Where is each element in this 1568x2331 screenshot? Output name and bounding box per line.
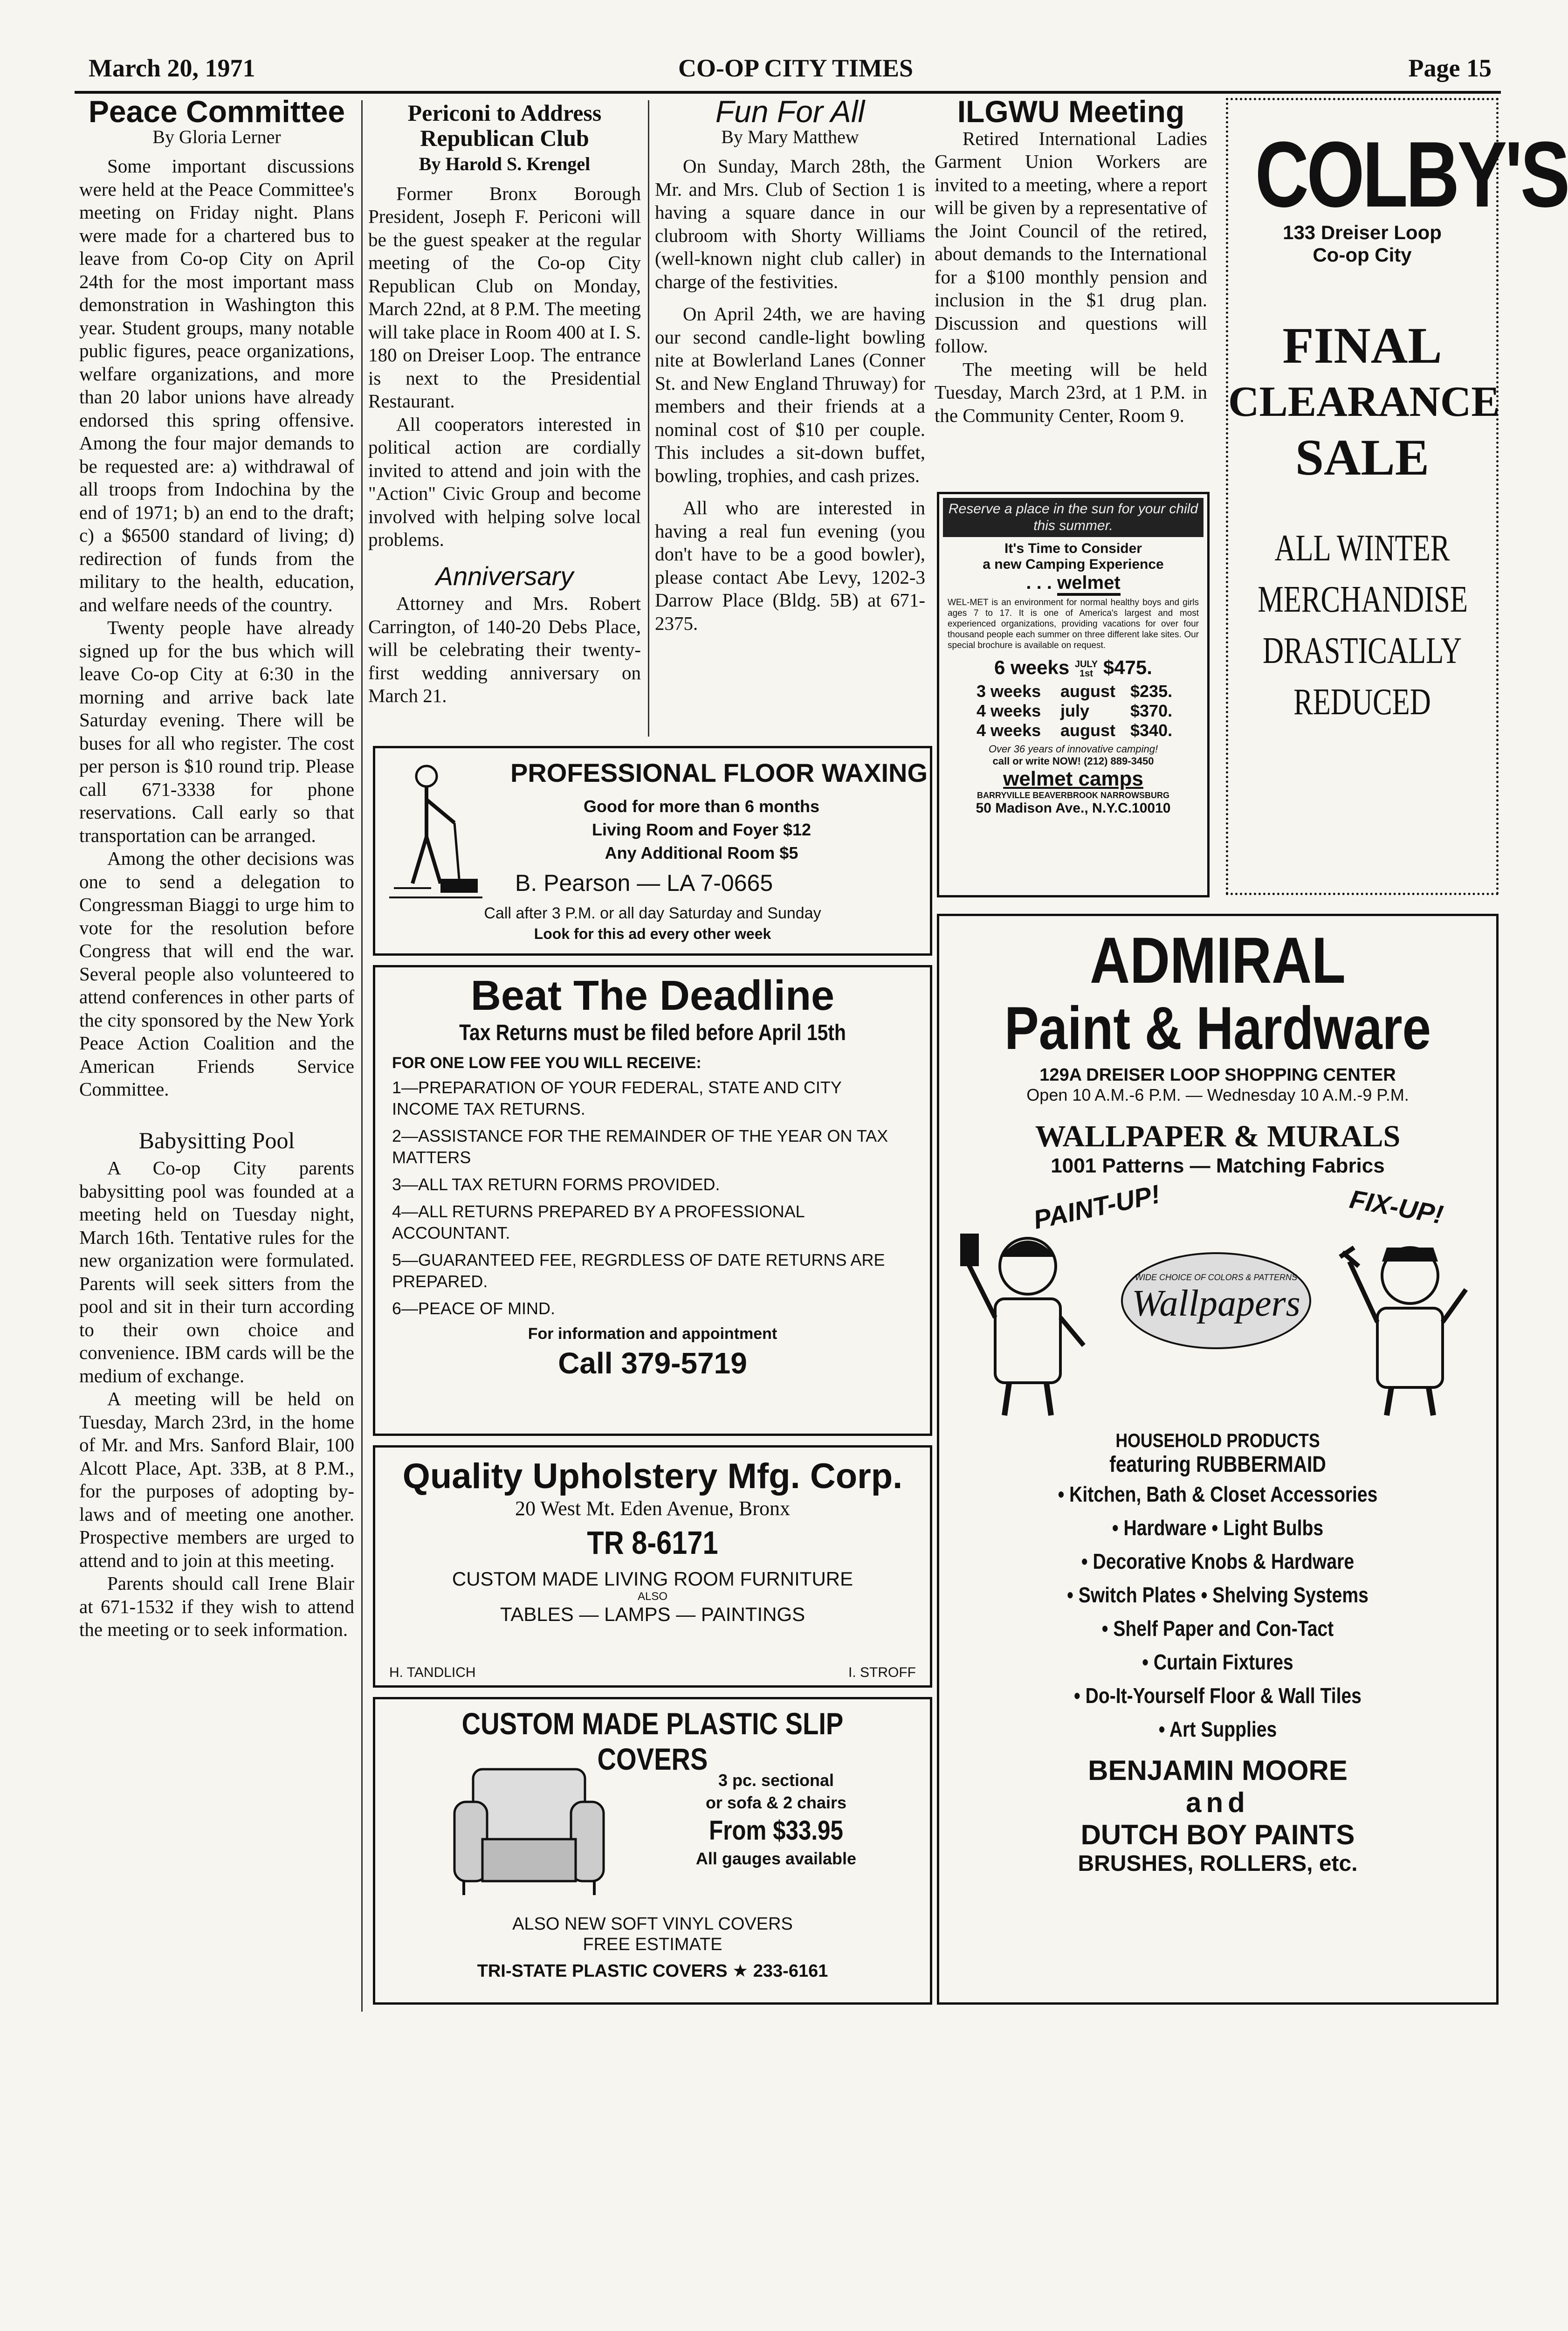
deadline-item: 5—GUARANTEED FEE, REGRDLESS OF DATE RETURNS ARE PREPARED.	[392, 1250, 885, 1291]
admiral-name2: Paint & Hardware	[1004, 994, 1431, 1062]
welmet-july: JULY	[1074, 659, 1098, 669]
deadline-item: 3—ALL TAX RETURN FORMS PROVIDED.	[392, 1175, 720, 1194]
column-rule	[361, 100, 363, 2012]
fun-paragraph: On April 24th, we are having our second candle-light bowling nite at Bowlerland Lanes (Conner St. and New England Thruway) for members and their friends at a nominal cost of $10 per couple. This includes a sit-down buffet, bowling, trophies, and cash prizes.	[655, 303, 925, 486]
admiral-name1: ADMIRAL	[1090, 924, 1346, 997]
colbys-sale	[1228, 317, 1500, 486]
colbys-merch-line: DRASTICALLY	[1262, 630, 1462, 671]
deadline-info: For information and appointment	[528, 1325, 777, 1343]
colbys-merch	[1258, 523, 1467, 728]
admiral-hours: Open 10 A.M.-6 P.M. — Wednesday 10 A.M.-9 P.M.	[1026, 1085, 1409, 1104]
admiral-fix-up: FIX-UP!	[1348, 1184, 1446, 1230]
welmet-ad	[937, 492, 1210, 897]
quality-phone: TR 8-6171	[587, 1524, 718, 1561]
quality-custom: CUSTOM MADE LIVING ROOM FURNITURE	[452, 1568, 853, 1590]
colbys-city: Co-op City	[1313, 244, 1412, 266]
quality-also: ALSO	[637, 1590, 668, 1603]
quality-ad	[373, 1445, 932, 1688]
anniversary-paragraph: Attorney and Mrs. Robert Carrington, of 140-20 Debs Place, will be celebrating their twenty-first wedding anniversary on March 21.	[368, 593, 641, 706]
admiral-paint-up: PAINT-UP!	[1031, 1179, 1163, 1234]
admiral-product: • Kitchen, Bath & Closet Accessories	[1058, 1482, 1378, 1506]
peace-paragraph: Some important discussions were held at the Peace Committee's meeting on Friday night. Plans were made for a chartered bus to leave from Co-op City on April 24th for the most important mass demonstration in Washington this year. Student groups, many notable public figures, peace organizations, welfare organizations, and more than 20 labor unions have already endorsed this spring offensive. Among the four major demands to be requested are: a) withdrawal of all troops from Indochina by the end of 1971; b) an end to the draft; c) a $6500 standard of living; d) redirection of funds from the military to the health, education, and welfare needs of the country.	[79, 155, 354, 615]
admiral-product: • Art Supplies	[1158, 1717, 1277, 1741]
welmet-rate-row: 4 weeks july $370.	[977, 701, 1173, 720]
slip-details	[636, 1769, 916, 1870]
deadline-fee: FOR ONE LOW FEE YOU WILL RECEIVE:	[392, 1054, 701, 1072]
admiral-product: • Decorative Knobs & Hardware	[1081, 1549, 1355, 1573]
quality-left: H. TANDLICH	[389, 1665, 476, 1680]
babysit-paragraph: A Co-op City parents babysitting pool was founded at a meeting held on Tuesday night, March 16th. Tentative rules for the new organization were formulated. Parents will seek sitters from the pool and sit in their turn according to their own choice and convenience. IBM cards will be the medium of exchange.	[79, 1157, 354, 1386]
admiral-illustration	[939, 1179, 1496, 1420]
deadline-item: 4—ALL RETURNS PREPARED BY A PROFESSIONAL ACCOUNTANT.	[392, 1202, 805, 1242]
quality-tables: TABLES — LAMPS — PAINTINGS	[500, 1603, 805, 1625]
header-page: Page 15	[1408, 54, 1492, 82]
fun-title: Fun For All	[715, 94, 865, 129]
header-paper: CO-OP CITY TIMES	[678, 54, 914, 82]
welmet-banner: Reserve a place in the sun for your child this summer.	[943, 498, 1204, 537]
admiral-wallpapers: Wallpapers	[1132, 1283, 1300, 1324]
quality-name: Quality Upholstery Mfg. Corp.	[402, 1456, 903, 1496]
colbys-sale-word: SALE	[1295, 429, 1430, 486]
admiral-benjamin: BENJAMIN MOORE	[1088, 1755, 1348, 1786]
armchair-illustration	[445, 1755, 613, 1904]
welmet-experience: a new Camping Experience	[983, 557, 1164, 572]
admiral-and: and	[1186, 1787, 1250, 1818]
slip-line: ALSO NEW SOFT VINYL COVERS	[512, 1914, 793, 1934]
slip-ad	[373, 1697, 932, 2005]
waxing-line: Living Room and Foyer $12	[591, 820, 812, 839]
slip-line: 3 pc. sectional	[718, 1771, 834, 1790]
column-rule	[648, 100, 649, 737]
deadline-title: Beat The Deadline	[470, 972, 835, 1019]
periconi-title: Periconi to Address Republican Club	[407, 100, 602, 151]
deadline-item: 1—PREPARATION OF YOUR FEDERAL, STATE AND CITY INCOME TAX RETURNS.	[392, 1078, 842, 1118]
welmet-desc: WEL-MET is an environment for normal healthy boys and girls ages 7 to 17. It is one of America's largest and most experienced organizations, providing vacations for over four thousand people each summer on three different lake sites. Our special brochure is available on request.	[948, 598, 1199, 650]
welmet-logo	[939, 572, 1207, 593]
babysit-paragraph: Parents should call Irene Blair at 671-1532 if they wish to attend the meeting or to seek information.	[79, 1572, 354, 1640]
welmet-six-weeks	[939, 656, 1207, 679]
admiral-product: • Do-It-Yourself Floor & Wall Tiles	[1074, 1683, 1362, 1708]
admiral-products	[981, 1477, 1455, 1746]
admiral-product: • Shelf Paper and Con-Tact	[1101, 1616, 1334, 1641]
fun-byline: By Mary Matthew	[721, 126, 859, 147]
waxing-look: Look for this ad every other week	[534, 925, 771, 942]
fun-paragraph: On Sunday, March 28th, the Mr. and Mrs. Club of Section 1 is having a square dance in our clubroom with Shorty Williams (well-known night club caller) in charge of the festivities.	[655, 155, 925, 292]
peace-paragraph: Among the other decisions was one to send a delegation to Congressman Biaggi to urge him to vote for the resolution before Congress that will end the war. Several people also volunteered to attend conferences in other parts of the city sponsored by the New York Peace Action Coalition and the American Friends Service Committee.	[79, 848, 354, 1100]
colbys-merch-line: MERCHANDISE	[1258, 579, 1468, 620]
welmet-dots: . . .	[1026, 572, 1052, 593]
slip-title: CUSTOM MADE PLASTIC SLIP COVERS	[461, 1706, 844, 1776]
quality-right: I. STROFF	[848, 1665, 916, 1680]
welmet-rates	[977, 682, 1207, 740]
welmet-call: call or write NOW! (212) 889-3450	[992, 755, 1154, 767]
colbys-merch-line: ALL WINTER	[1274, 528, 1450, 569]
ilgwu-paragraph: The meeting will be held Tuesday, March 23rd, at 1 P.M. in the Community Center, Room 9.	[935, 358, 1207, 426]
colbys-sale-final: FINAL	[1282, 317, 1442, 374]
slip-line: FREE ESTIMATE	[583, 1935, 722, 1954]
handyman-figure	[1331, 1215, 1480, 1420]
welmet-first: 1st	[1080, 668, 1093, 679]
admiral-product: • Curtain Fixtures	[1142, 1650, 1293, 1674]
header-date: March 20, 1971	[89, 54, 255, 82]
periconi-byline: By Harold S. Krengel	[419, 153, 591, 174]
anniversary-title: Anniversary	[435, 561, 574, 591]
colbys-address: 133 Dreiser Loop	[1283, 221, 1442, 243]
welmet-camps: welmet camps	[1003, 767, 1143, 790]
ilgwu-article	[935, 94, 1207, 427]
ilgwu-title: ILGWU Meeting	[957, 94, 1185, 129]
welmet-sites: BARRYVILLE BEAVERBROOK NARROWSBURG	[977, 791, 1169, 800]
waxing-ad	[373, 746, 932, 956]
admiral-brushes: BRUSHES, ROLLERS, etc.	[1078, 1851, 1358, 1876]
welmet-consider: It's Time to Consider	[1004, 541, 1142, 556]
peace-article	[79, 94, 354, 1641]
deadline-item: 2—ASSISTANCE FOR THE REMAINDER OF THE YEAR ON TAX MATTERS	[392, 1126, 888, 1167]
welmet-six: 6 weeks	[994, 656, 1070, 678]
peace-byline: By Gloria Lerner	[152, 126, 281, 147]
waxing-line: Good for more than 6 months	[583, 797, 819, 816]
admiral-product: • Hardware • Light Bulbs	[1112, 1516, 1324, 1540]
periconi-article	[368, 100, 641, 708]
welmet-rate-row: 4 weeks august $340.	[977, 721, 1173, 740]
waxing-title: PROFESSIONAL FLOOR WAXING	[510, 758, 928, 787]
waxing-prices	[515, 795, 888, 865]
welmet-rate-row: 3 weeks august $235.	[977, 682, 1173, 701]
admiral-wall: WALLPAPER & MURALS	[1035, 1119, 1401, 1153]
admiral-patterns: 1001 Patterns — Matching Fabrics	[1051, 1154, 1385, 1177]
admiral-dutch: DUTCH BOY PAINTS	[1080, 1819, 1355, 1850]
deadline-ad	[373, 965, 932, 1436]
floor-waxer-illustration	[389, 762, 482, 902]
admiral-featuring: featuring RUBBERMAID	[1109, 1452, 1326, 1477]
periconi-paragraph: All cooperators interested in political action are cordially invited to attend and join with the "Action" Civic Group and become involved with helping solve local problems.	[368, 413, 641, 550]
fun-paragraph: All who are interested in having a real fun evening (you don't have to be a good bowler), please contact Abe Levy, 1202-3 Darrow Place (Bldg. 5B) at 671-2375.	[655, 497, 925, 634]
quality-address: 20 West Mt. Eden Avenue, Bronx	[515, 1497, 790, 1520]
welmet-address: 50 Madison Ave., N.Y.C.10010	[976, 800, 1171, 816]
waxing-call: Call after 3 P.M. or all day Saturday and Sunday	[484, 904, 821, 922]
deadline-sub: Tax Returns must be filed before April 15th	[459, 1021, 846, 1045]
colbys-ad	[1226, 98, 1568, 895]
deadline-call: Call 379-5719	[558, 1346, 747, 1380]
colbys-merch-line: REDUCED	[1293, 682, 1431, 723]
colbys-sale-clearance: CLEARANCE	[1228, 378, 1500, 425]
peace-paragraph: Twenty people have already signed up for the bus which will leave Co-op City at 6:30 in the morning and arrive back late Saturday evening. There will be buses for all who register. The cost per person is $10 round trip. Please call 671-3338 for phone reservations. Call early so that transportation can be arranged.	[79, 617, 354, 846]
colbys-name: COLBY'S	[1255, 123, 1568, 227]
slip-line: All gauges available	[695, 1849, 857, 1868]
waxing-line: Any Additional Room $5	[605, 843, 798, 862]
peace-title: Peace Committee	[88, 94, 345, 129]
slip-vinyl	[375, 1914, 930, 1955]
admiral-product: • Switch Plates • Shelving Systems	[1067, 1583, 1369, 1607]
wallpaper-oval	[1121, 1252, 1311, 1349]
ilgwu-paragraph: Retired International Ladies Garment Union Workers are invited to a meeting, where a report will be given by a representative of the Joint Council of the retired, about demands to the International for a $100 monthly pension and inclusion in the $1 drug plan. Discussion and questions will follow.	[935, 127, 1207, 357]
welmet-logo-text: welmet	[1057, 572, 1121, 596]
babysit-paragraph: A meeting will be held on Tuesday, March 23rd, in the home of Mr. and Mrs. Sanford Blair, 100 Alcott Place, Apt. 33B, at 8 P.M., for the purposes of adopting by-laws and of meeting one another. Prospective members are urged to attend and to join at this meeting.	[79, 1388, 354, 1571]
slip-price: From $33.95	[709, 1815, 843, 1846]
periconi-paragraph: Former Bronx Borough President, Joseph F. Periconi will be the guest speaker at the regular meeting of the Co-op City Republican Club on Monday, March 22nd, at 8 P.M. The meeting will take place in Room 400 at I. S. 180 on Dreiser Loop. The entrance is next to the Presidential Restaurant.	[368, 182, 641, 412]
waxing-contact: B. Pearson — LA 7-0665	[515, 870, 773, 896]
admiral-ad	[937, 914, 1499, 2005]
admiral-wide: WIDE CHOICE OF COLORS & PATTERNS	[1135, 1273, 1298, 1282]
babysit-title: Babysitting Pool	[138, 1127, 295, 1153]
deadline-item: 6—PEACE OF MIND.	[392, 1299, 556, 1318]
painter-figure	[958, 1206, 1098, 1420]
slip-line: or sofa & 2 chairs	[705, 1793, 847, 1812]
deadline-list	[392, 1077, 911, 1319]
admiral-household: HOUSEHOLD PRODUCTS	[1115, 1429, 1320, 1451]
fun-article	[655, 94, 925, 635]
page-header	[75, 49, 1501, 94]
admiral-address: 129A DREISER LOOP SHOPPING CENTER	[1039, 1065, 1396, 1085]
slip-bottom: TRI-STATE PLASTIC COVERS ★ 233-6161	[477, 1961, 828, 1981]
welmet-over: Over 36 years of innovative camping!	[988, 743, 1158, 755]
welmet-price6: $475.	[1103, 656, 1152, 678]
